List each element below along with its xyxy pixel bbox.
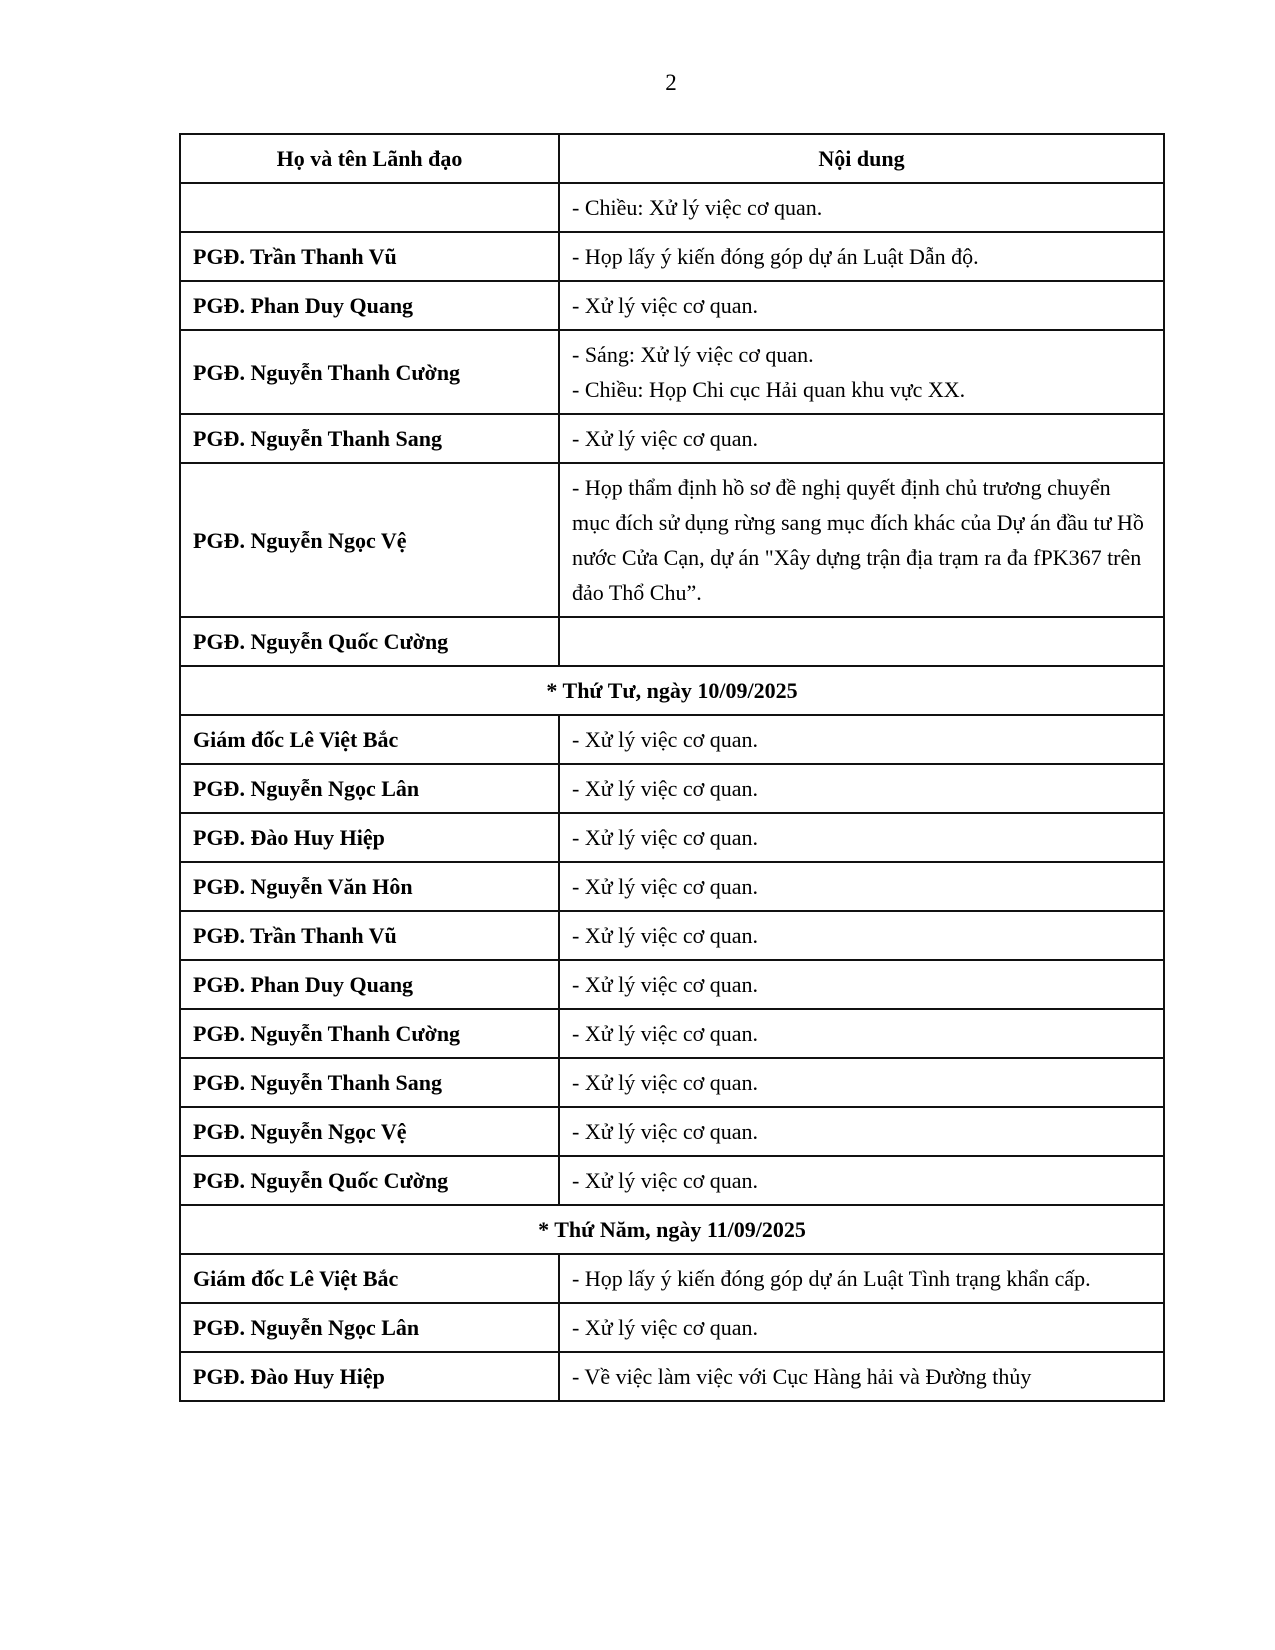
content-line: - Xử lý việc cơ quan. [572, 727, 759, 752]
content-line: - Xử lý việc cơ quan. [572, 776, 759, 801]
table-row [180, 232, 1164, 281]
content-line: - Họp lấy ý kiến đóng góp dự án Luật Dẫn độ. [572, 244, 979, 269]
leader-name-cell: PGĐ. Nguyễn Ngọc Lân [180, 764, 559, 813]
content-line: - Xử lý việc cơ quan. [572, 1021, 759, 1046]
leader-name-cell: PGĐ. Nguyễn Ngọc Vệ [180, 1107, 559, 1156]
table-row [180, 330, 1164, 414]
content-cell [559, 813, 1164, 862]
content-cell [559, 1009, 1164, 1058]
header-leader-name: Họ và tên Lãnh đạo [180, 134, 559, 183]
header-row [180, 134, 1164, 183]
content-line: - Xử lý việc cơ quan. [572, 293, 759, 318]
content-cell [559, 1107, 1164, 1156]
leader-name-cell: PGĐ. Đào Huy Hiệp [180, 1352, 559, 1401]
table-row [180, 281, 1164, 330]
table-row [180, 183, 1164, 232]
content-line: - Xử lý việc cơ quan. [572, 1168, 759, 1193]
content-line: - Xử lý việc cơ quan. [572, 825, 759, 850]
content-cell [559, 1254, 1164, 1303]
table-row [180, 764, 1164, 813]
content-cell [559, 715, 1164, 764]
content-cell [559, 281, 1164, 330]
leader-name-cell: PGĐ. Phan Duy Quang [180, 960, 559, 1009]
content-cell [559, 1156, 1164, 1205]
content-cell [559, 1352, 1164, 1401]
table-row [180, 911, 1164, 960]
schedule-table-body [180, 183, 1164, 1401]
leader-name-cell: PGĐ. Trần Thanh Vũ [180, 911, 559, 960]
table-row [180, 414, 1164, 463]
table-row [180, 617, 1164, 666]
content-line: - Xử lý việc cơ quan. [572, 1070, 759, 1095]
section-date-label: * Thứ Tư, ngày 10/09/2025 [180, 666, 1164, 715]
content-cell [559, 1303, 1164, 1352]
content-line: - Xử lý việc cơ quan. [572, 1315, 759, 1340]
table-row [180, 1352, 1164, 1401]
leader-name-cell: PGĐ. Nguyễn Thanh Cường [180, 1009, 559, 1058]
leader-name-cell: PGĐ. Nguyễn Quốc Cường [180, 1156, 559, 1205]
content-cell [559, 1058, 1164, 1107]
content-line: - Xử lý việc cơ quan. [572, 1119, 759, 1144]
content-line: - Xử lý việc cơ quan. [572, 923, 759, 948]
leader-name-cell [180, 183, 559, 232]
leader-name-cell: PGĐ. Nguyễn Quốc Cường [180, 617, 559, 666]
table-row [180, 813, 1164, 862]
page-number: 2 [665, 70, 677, 95]
leader-name-cell: PGĐ. Nguyễn Ngọc Vệ [180, 463, 559, 617]
content-line: - Chiều: Xử lý việc cơ quan. [572, 195, 823, 220]
leader-name-cell: PGĐ. Đào Huy Hiệp [180, 813, 559, 862]
section-row [180, 666, 1164, 715]
content-cell [559, 232, 1164, 281]
content-line: - Về việc làm việc với Cục Hàng hải và Đường thủy [572, 1364, 1032, 1389]
leader-name-cell: Giám đốc Lê Việt Bắc [180, 715, 559, 764]
content-line: - Xử lý việc cơ quan. [572, 972, 759, 997]
content-line: - Họp thẩm định hồ sơ đề nghị quyết định chủ trương chuyển mục đích sử dụng rừng sang mục đích khác của Dự án đầu tư Hồ nước Cửa Cạn, dự án "Xây dựng trận địa trạm ra đa fPK367 trên đảo Thổ Chu”. [572, 475, 1144, 605]
content-cell [559, 862, 1164, 911]
section-date-label: * Thứ Năm, ngày 11/09/2025 [180, 1205, 1164, 1254]
schedule-table-header [180, 134, 1164, 183]
leader-name-cell: PGĐ. Nguyễn Văn Hôn [180, 862, 559, 911]
table-row [180, 1156, 1164, 1205]
content-line: - Sáng: Xử lý việc cơ quan. [572, 342, 814, 367]
leader-name-cell: PGĐ. Nguyễn Thanh Cường [180, 330, 559, 414]
table-row [180, 862, 1164, 911]
table-row [180, 960, 1164, 1009]
table-row [180, 1303, 1164, 1352]
content-line: - Xử lý việc cơ quan. [572, 426, 759, 451]
table-row [180, 1058, 1164, 1107]
leader-name-cell: PGĐ. Nguyễn Thanh Sang [180, 414, 559, 463]
table-row [180, 463, 1164, 617]
table-row [180, 1254, 1164, 1303]
content-line: - Xử lý việc cơ quan. [572, 874, 759, 899]
schedule-table [179, 133, 1165, 1402]
table-row [180, 1107, 1164, 1156]
table-row [180, 1009, 1164, 1058]
table-row [180, 715, 1164, 764]
leader-name-cell: PGĐ. Nguyễn Ngọc Lân [180, 1303, 559, 1352]
leader-name-cell: PGĐ. Trần Thanh Vũ [180, 232, 559, 281]
content-cell [559, 463, 1164, 617]
content-line: - Chiều: Họp Chi cục Hải quan khu vực XX. [572, 377, 966, 402]
content-cell [559, 911, 1164, 960]
leader-name-cell: Giám đốc Lê Việt Bắc [180, 1254, 559, 1303]
content-cell [559, 764, 1164, 813]
section-row [180, 1205, 1164, 1254]
content-cell [559, 414, 1164, 463]
content-cell [559, 330, 1164, 414]
content-cell [559, 183, 1164, 232]
leader-name-cell: PGĐ. Nguyễn Thanh Sang [180, 1058, 559, 1107]
content-cell [559, 617, 1164, 666]
content-cell [559, 960, 1164, 1009]
header-content: Nội dung [559, 134, 1164, 183]
content-line: - Họp lấy ý kiến đóng góp dự án Luật Tình trạng khẩn cấp. [572, 1266, 1091, 1291]
leader-name-cell: PGĐ. Phan Duy Quang [180, 281, 559, 330]
